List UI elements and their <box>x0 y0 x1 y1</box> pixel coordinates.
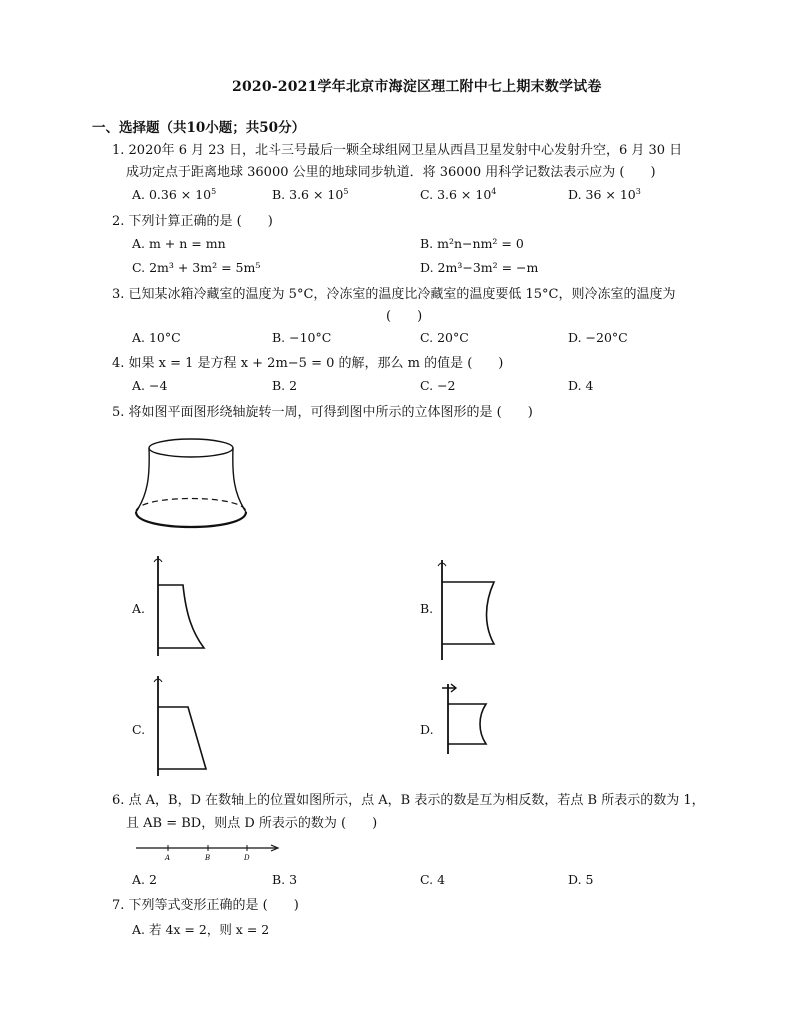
question-7-stem: 7. 下列等式变形正确的是 ( ) <box>112 898 299 913</box>
question-4-stem: 4. 如果 x = 1 是方程 x + 2m−5 = 0 的解，那么 m 的值是 ( ) <box>112 356 504 371</box>
question-1-option-d: D. $36 \times 10^3$ <box>568 187 641 202</box>
number-line-figure <box>134 842 284 864</box>
question-3-line-1: 3. 已知某冰箱冷藏室的温度为 5°C，冷冻室的温度比冷藏室的温度要低 15°C，则冷冻室的温度为 <box>112 287 676 302</box>
question-2-option-a: A. m + n = mn <box>132 236 226 251</box>
question-5-option-d-label: D. <box>420 722 434 737</box>
question-4-option-b: B. 2 <box>272 378 298 393</box>
question-3-option-d: D. −20°C <box>568 330 628 345</box>
question-6-line-2: 且 AB = BD，则点 D 所表示的数为 ( ) <box>126 816 378 831</box>
question-5-stem: 5. 将如图平面图形绕轴旋转一周，可得到图中所示的立体图形的是 ( ) <box>112 405 533 420</box>
question-4-option-d: D. 4 <box>568 378 594 393</box>
axis-label-a: A <box>165 854 171 862</box>
question-5-option-b-label: B. <box>420 601 434 616</box>
question-2-stem: 2. 下列计算正确的是 ( ) <box>112 214 273 229</box>
question-1-option-b: B. $3.6 \times 10^5$ <box>272 187 349 202</box>
axis-label-b: B <box>205 854 211 862</box>
question-3-option-b: B. −10°C <box>272 330 332 345</box>
section-heading: 一、选择题（共10小题；共50分） <box>92 120 306 136</box>
question-1-option-a: A. $0.36 \times 10^5$ <box>132 187 217 202</box>
question-2-option-b: B. m²n−nm² = 0 <box>420 236 524 251</box>
question-3-option-c: C. 20°C <box>420 330 469 345</box>
question-6-option-b: B. 3 <box>272 872 298 887</box>
question-2-option-d: D. 2m³−3m² = −m <box>420 260 539 275</box>
option-d-plane-figure <box>438 680 498 756</box>
option-c-plane-figure <box>148 674 218 778</box>
question-3-line-2: ( ) <box>386 309 423 324</box>
question-5-option-a-label: A. <box>132 601 146 616</box>
question-1-option-c: C. $3.6 \times 10^4$ <box>420 187 497 202</box>
question-6-option-a: A. 2 <box>132 872 157 887</box>
solid-of-revolution-figure <box>128 436 254 540</box>
question-6-option-d: D. 5 <box>568 872 594 887</box>
question-1-line-1: 1. 2020年 6 月 23 日，北斗三号最后一颗全球组网卫星从西昌卫星发射中心发射升空，6 月 30 日 <box>112 143 683 158</box>
option-b-plane-figure <box>434 558 504 662</box>
question-6-option-c: C. 4 <box>420 872 446 887</box>
question-4-option-a: A. −4 <box>132 378 168 393</box>
question-3-option-a: A. 10°C <box>132 330 181 345</box>
question-6-line-1: 6. 点 A，B，D 在数轴上的位置如图所示，点 A，B 表示的数是互为相反数，若点 B 所表示的数为 1， <box>112 793 705 808</box>
option-a-plane-figure <box>148 554 218 658</box>
question-7-option-a: A. 若 4x = 2，则 x = 2 <box>132 922 270 937</box>
question-1-line-2: 成功定点于距离地球 36000 公里的地球同步轨道．将 36000 用科学记数法表示应为 ( ) <box>126 165 656 180</box>
question-2-option-c: C. 2m³ + 3m² = 5m⁵ <box>132 260 261 275</box>
axis-label-d: D <box>244 854 250 862</box>
question-4-option-c: C. −2 <box>420 378 456 393</box>
question-5-option-c-label: C. <box>132 722 146 737</box>
page-title: 2020-2021学年北京市海淀区理工附中七上期末数学试卷 <box>232 79 602 95</box>
